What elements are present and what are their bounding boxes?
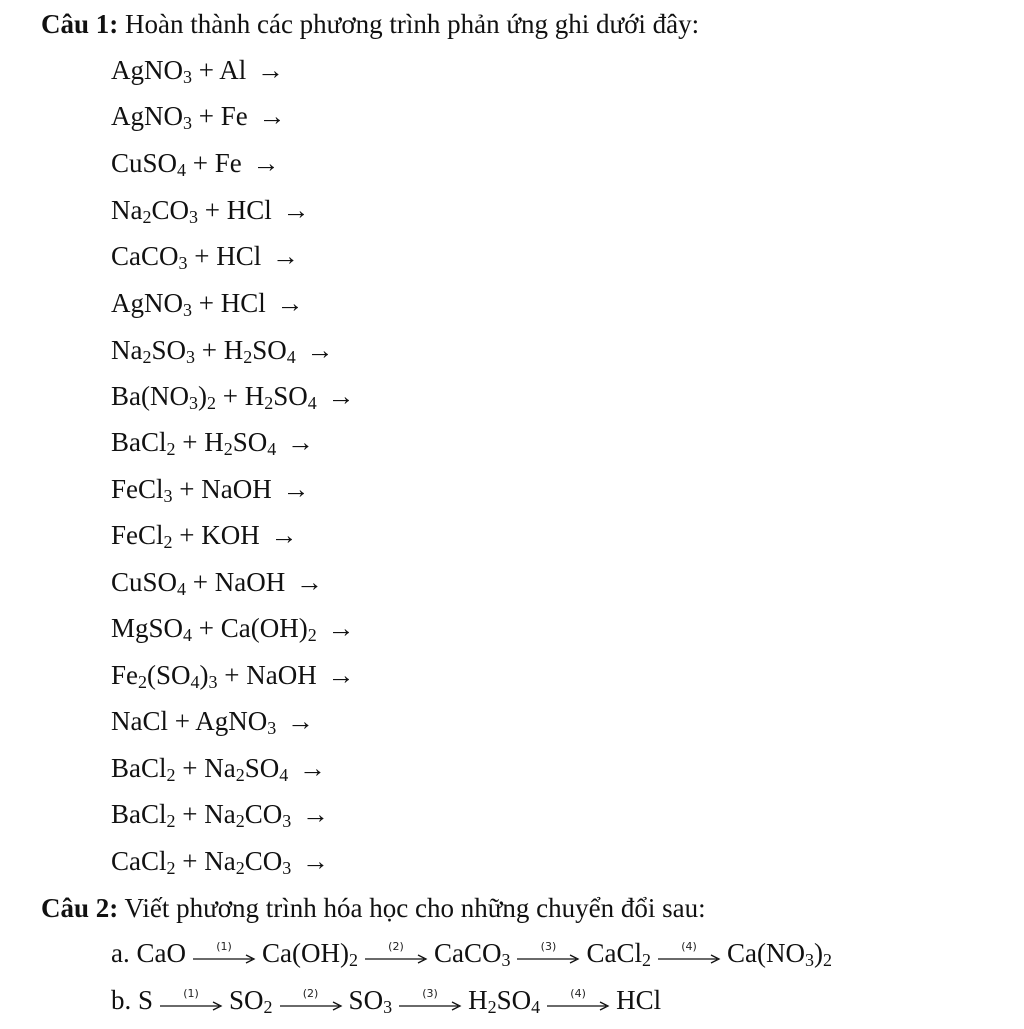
long-arrow-icon: [159, 1001, 223, 1011]
reaction-equation: [111, 798, 329, 830]
chain-species: $Ca(NO_3)_2$: [726, 938, 832, 970]
step-number: (4): [681, 939, 697, 953]
long-arrow-icon: [516, 954, 580, 964]
reaction-arrow: →: [292, 753, 326, 783]
reaction-equation: [111, 845, 329, 877]
question-1-text: Hoàn thành các phương trình phản ứng ghi dưới đây:: [118, 9, 700, 39]
reaction-arrow: →: [245, 148, 280, 178]
reactants: BaCl$_2$ + $Na_2SO_4$: [111, 753, 289, 785]
conversion-chain: [111, 984, 661, 1019]
step-number: (2): [388, 939, 404, 953]
reactants: $Ba(NO_3)_2 + H_2SO_4$: [111, 381, 317, 413]
step-number: (3): [540, 939, 557, 953]
long-arrow-icon: [546, 1001, 610, 1011]
reaction-equation: [111, 705, 314, 737]
chain-species: CaCO$_3$: [433, 938, 511, 970]
reaction-equation: [111, 519, 298, 551]
reactants: MgSO$_4$ + $Ca(OH)_2$: [111, 613, 317, 645]
reactants: BaCl$_2$ + $Na_2CO_3$: [111, 799, 292, 831]
reaction-arrow: →: [269, 288, 304, 318]
reactants: $Na_2CO_3$ + HCl: [111, 195, 272, 227]
long-arrow-icon: [657, 954, 721, 964]
long-arrow-icon: [364, 954, 428, 964]
step-number: (4): [570, 986, 586, 1000]
reactants: AgNO$_3$ + Fe: [111, 101, 248, 133]
reaction-equation: [111, 194, 310, 226]
reactants: $Na_2SO_3 + H_2SO_4$: [111, 335, 296, 367]
reactants: FeCl$_2$ + KOH: [111, 520, 260, 552]
long-arrow-icon: [398, 1001, 462, 1011]
reaction-arrow: →: [251, 101, 286, 131]
chain-species: $SO_3$: [348, 985, 393, 1017]
reaction-arrow: →: [263, 520, 298, 550]
reaction-equation: [111, 426, 314, 458]
chain-species: CaCl$_2$: [586, 938, 651, 970]
step-number: (1): [216, 939, 232, 953]
long-arrow-icon: [279, 1001, 343, 1011]
conversion-arrow: [516, 940, 580, 972]
chain-prefix: b.: [111, 985, 138, 1015]
reactants: CaCl$_2$ + $Na_2CO_3$: [111, 846, 292, 878]
long-arrow-icon: [192, 954, 256, 964]
chain-species: HCl: [616, 985, 662, 1015]
conversion-arrow: [364, 940, 428, 972]
reactants: CaCO$_3$ + HCl: [111, 241, 262, 273]
reaction-equation: [111, 659, 354, 691]
conversion-arrow: [546, 987, 610, 1019]
conversion-arrow: [398, 987, 462, 1019]
conversion-arrow: [159, 987, 223, 1019]
reaction-arrow: →: [295, 846, 329, 876]
question-1-heading: [41, 8, 699, 40]
step-number: (1): [183, 986, 199, 1000]
reaction-arrow: →: [289, 567, 323, 597]
reaction-equation: [111, 334, 334, 366]
question-2-heading: [41, 892, 706, 924]
reaction-equation: [111, 54, 284, 86]
reactants: $Fe_2(SO_4)_3$ + NaOH: [111, 660, 317, 692]
chain-prefix: a.: [111, 938, 137, 968]
reactants: AgNO$_3$ + Al: [111, 55, 247, 87]
reaction-arrow: →: [265, 241, 299, 271]
question-2-text: Viết phương trình hóa học cho những chuyển đổi sau:: [118, 893, 706, 923]
reaction-arrow: →: [250, 55, 284, 85]
reaction-arrow: →: [299, 335, 334, 365]
reaction-arrow: →: [320, 613, 355, 643]
reaction-arrow: →: [280, 427, 315, 457]
reaction-equation: [111, 100, 285, 132]
reaction-arrow: →: [275, 474, 310, 504]
reaction-arrow: →: [320, 660, 355, 690]
chain-species: CaO: [136, 938, 186, 968]
reactants: BaCl$_2$ + $H_2SO_4$: [111, 427, 277, 459]
reaction-arrow: →: [275, 195, 310, 225]
conversion-arrow: [657, 940, 721, 972]
reactants: AgNO$_3$ + HCl: [111, 288, 266, 320]
reaction-arrow: →: [280, 706, 314, 736]
conversion-arrow: [192, 940, 256, 972]
conversion-chain: [111, 937, 832, 972]
reaction-arrow: →: [295, 799, 329, 829]
chain-species: $Ca(OH)_2$: [261, 938, 358, 970]
reaction-equation: [111, 147, 280, 179]
chain-species: $SO_2$: [229, 985, 273, 1017]
reactants: CuSO$_4$ + NaOH: [111, 567, 286, 599]
reactants: NaCl + AgNO$_3$: [111, 706, 277, 738]
step-number: (3): [422, 986, 438, 1000]
reaction-equation: [111, 380, 354, 412]
reaction-equation: [111, 287, 304, 319]
question-1-label: Câu 1:: [41, 9, 119, 39]
chain-species: S: [138, 985, 154, 1015]
reaction-equation: [111, 612, 354, 644]
reaction-equation: [111, 752, 326, 784]
reaction-equation: [111, 240, 299, 272]
reaction-equation: [111, 566, 323, 598]
reactants: CuSO$_4$ + Fe: [111, 148, 242, 180]
reaction-arrow: →: [320, 381, 355, 411]
chain-species: $H_2SO_4$: [468, 985, 541, 1017]
reactants: FeCl$_3$ + NaOH: [111, 474, 272, 506]
step-number: (2): [302, 986, 319, 1000]
conversion-arrow: [279, 987, 343, 1019]
reaction-equation: [111, 473, 309, 505]
question-2-label: Câu 2:: [41, 893, 119, 923]
